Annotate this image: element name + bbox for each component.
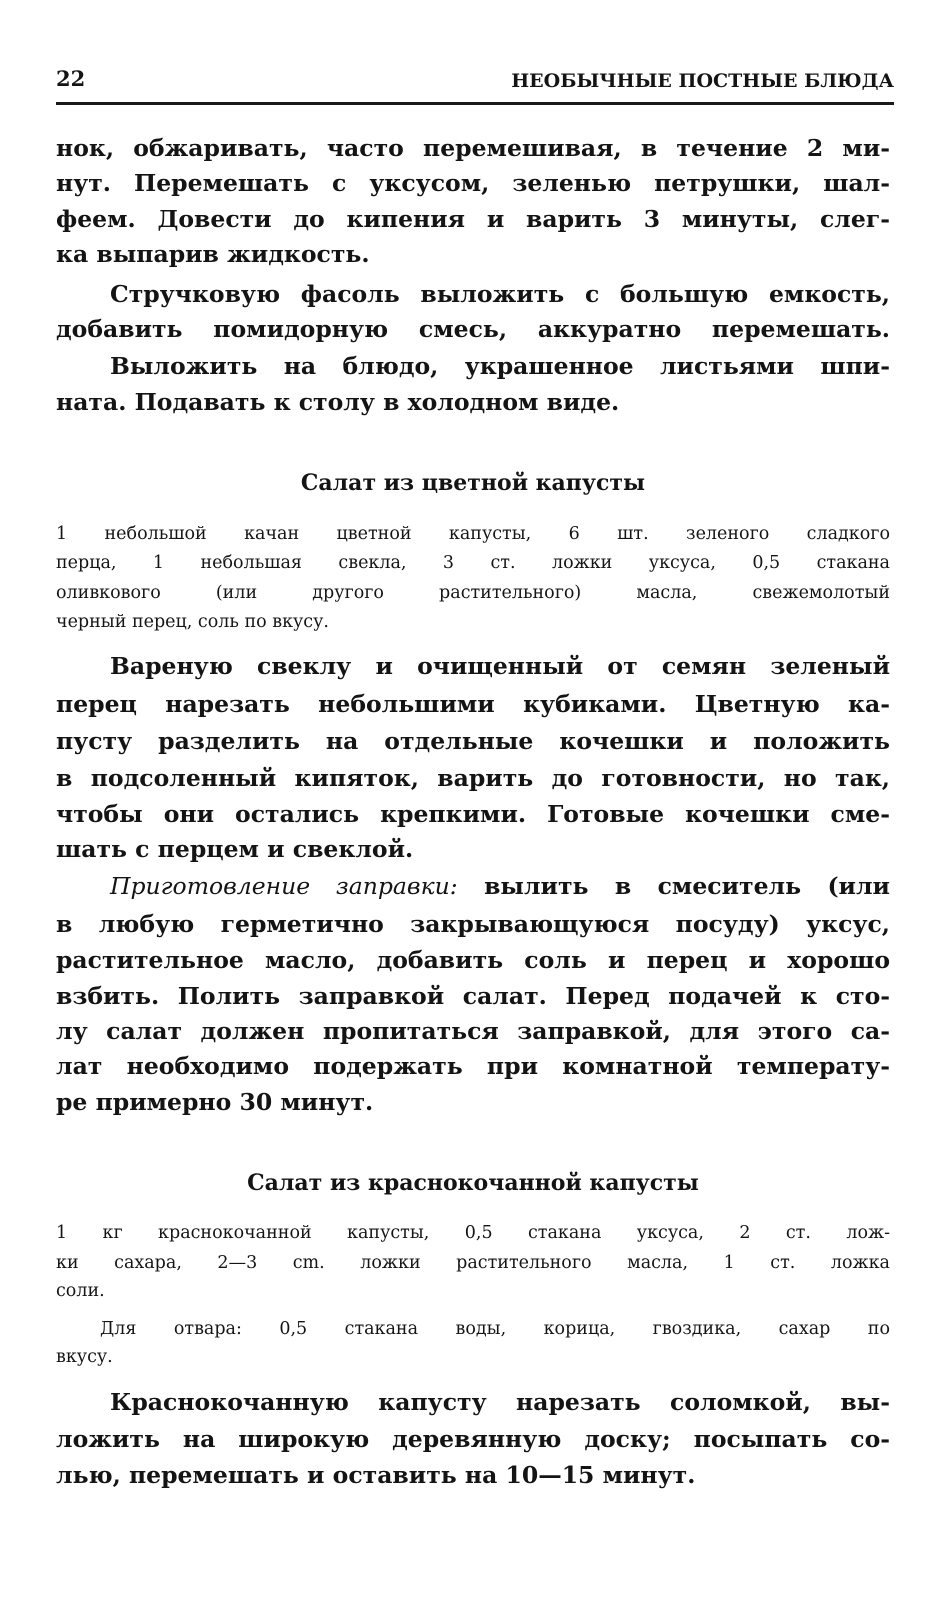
ingredients-line: 1 кг краснокочанной капусты, 0,5 стакана уксуса, 2 ст. лож-	[56, 1223, 890, 1243]
dressing-line: взбить. Полить заправкой салат. Перед подачей к сто-	[56, 982, 890, 1010]
dressing-line: лат необходимо подержать при комнатной температу-	[56, 1052, 890, 1080]
broth-line: вкусу.	[56, 1347, 113, 1367]
intro-line: феем. Довести до кипения и варить 3 минуты, слег-	[56, 205, 890, 233]
dressing-first-text: вылить в смеситель (или	[457, 872, 890, 900]
method-line: Краснокочанную капусту нарезать соломкой, вы-	[110, 1388, 890, 1416]
intro-line: нок, обжаривать, часто перемешивая, в течение 2 ми-	[56, 134, 890, 162]
ingredients-line: соли.	[56, 1281, 105, 1301]
running-head	[56, 66, 894, 105]
running-title: НЕОБЫЧНЫЕ ПОСТНЫЕ БЛЮДА	[511, 70, 894, 92]
intro-line: Стручковую фасоль выложить с большую емкость,	[110, 280, 890, 308]
method-line: Вареную свеклу и очищенный от семян зеленый	[110, 652, 890, 680]
method-line: шать с перцем и свеклой.	[56, 835, 414, 863]
method-line: ложить на широкую деревянную доску; посыпать со-	[56, 1425, 890, 1453]
dressing-line: растительное масло, добавить соль и перец и хорошо	[56, 946, 890, 974]
ingredients-line: перца, 1 небольшая свекла, 3 ст. ложки уксуса, 0,5 стакана	[56, 553, 890, 573]
ingredients-line: оливкового (или другого растительного) масла, свежемолотый	[56, 583, 890, 603]
ingredients-line: черный перец, соль по вкусу.	[56, 612, 329, 632]
intro-line: добавить помидорную смесь, аккуратно перемешать.	[56, 315, 890, 343]
method-line: лью, перемешать и оставить на 10—15 минут.	[56, 1461, 696, 1489]
method-line: пусту разделить на отдельные кочешки и положить	[56, 727, 890, 755]
method-line: чтобы они остались крепкими. Готовые кочешки сме-	[56, 800, 890, 828]
dressing-line: в любую герметично закрывающуюся посуду) уксус,	[56, 910, 890, 938]
page-number: 22	[56, 66, 86, 91]
recipe-title: Салат из цветной капусты	[300, 470, 646, 496]
method-line: перец нарезать небольшими кубиками. Цветную ка-	[56, 690, 890, 718]
intro-line: Выложить на блюдо, украшенное листьями шпи-	[110, 352, 890, 380]
ingredients-line: 1 небольшой качан цветной капусты, 6 шт. зеленого сладкого	[56, 524, 890, 544]
ingredients-line: ки сахара, 2—3 cm. ложки растительного масла, 1 ст. ложка	[56, 1253, 890, 1273]
intro-line: ната. Подавать к столу в холодном виде.	[56, 388, 620, 416]
dressing-label: Приготовление заправки:	[110, 872, 458, 900]
dressing-first-line	[110, 872, 890, 900]
method-line: в подсоленный кипяток, варить до готовности, но так,	[56, 764, 890, 792]
broth-line: Для отвара: 0,5 стакана воды, корица, гвоздика, сахар по	[100, 1319, 890, 1339]
intro-line: нут. Перемешать с уксусом, зеленью петрушки, шал-	[56, 169, 890, 197]
dressing-line: лу салат должен пропитаться заправкой, для этого са-	[56, 1017, 890, 1045]
intro-line: ка выпарив жидкость.	[56, 240, 370, 268]
recipe-title: Салат из краснокочанной капусты	[247, 1170, 699, 1196]
dressing-line: ре примерно 30 минут.	[56, 1088, 374, 1116]
